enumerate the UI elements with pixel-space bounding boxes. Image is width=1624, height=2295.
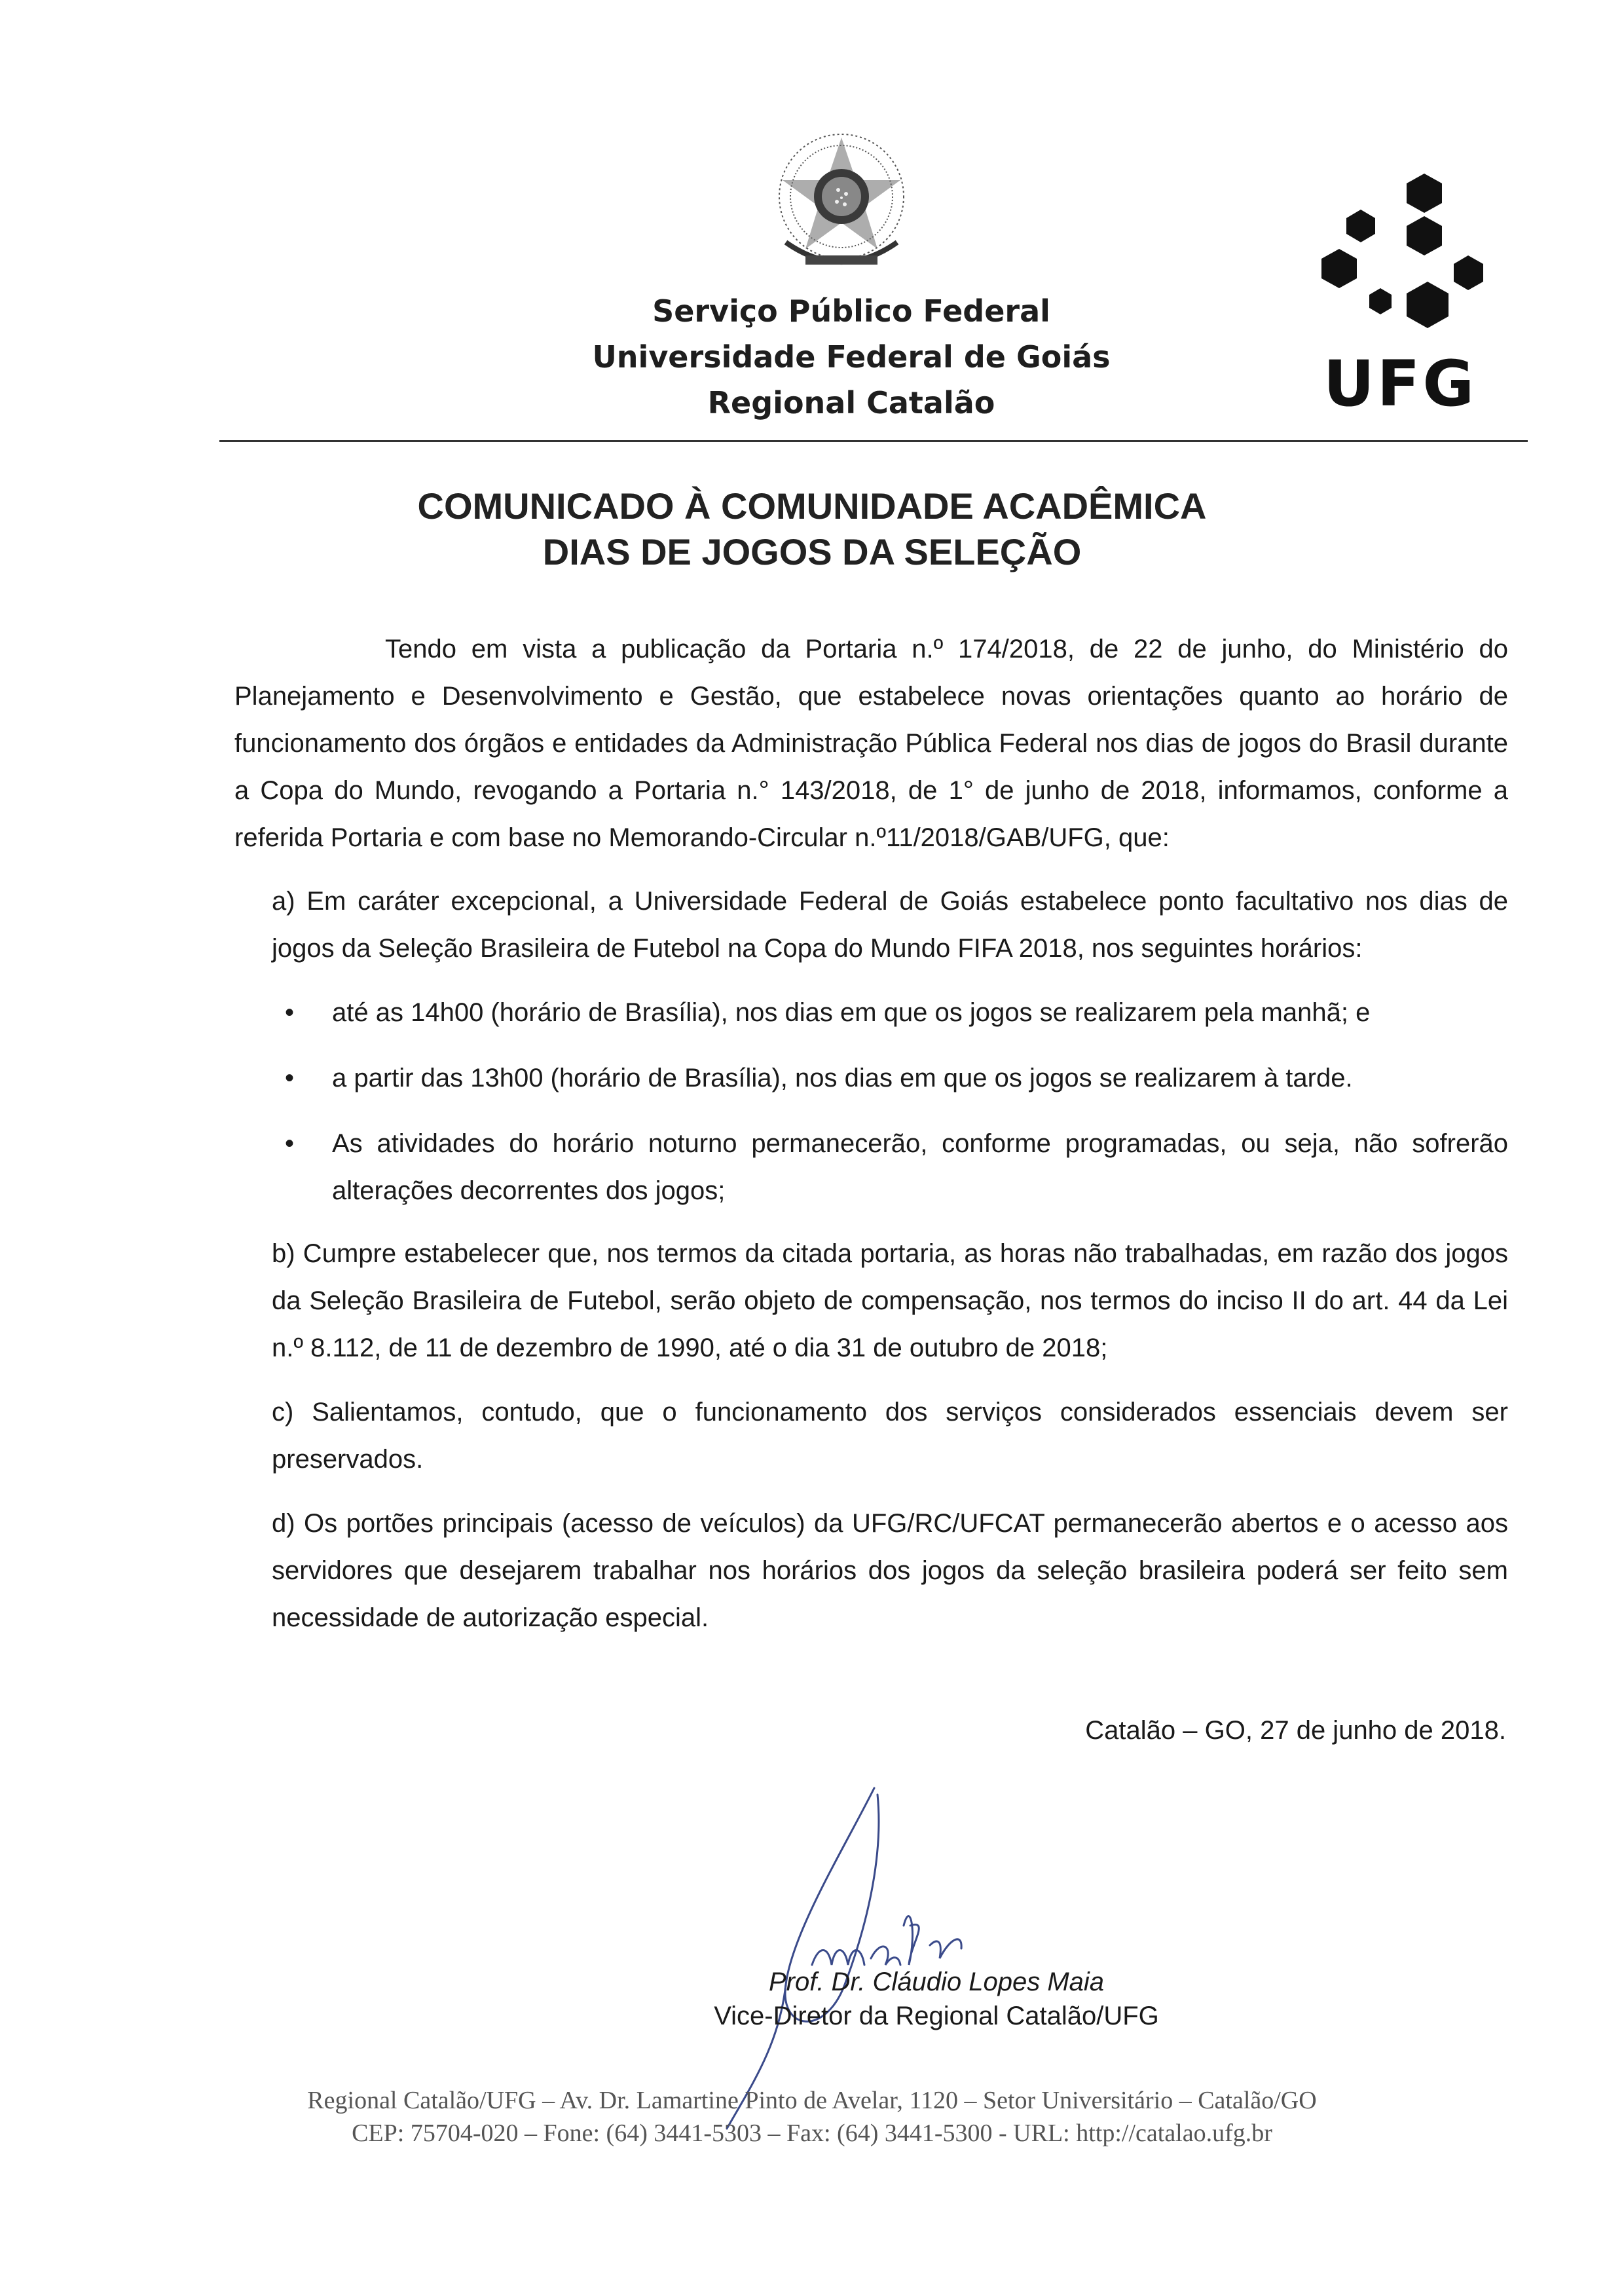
signer-role: Vice-Diretor da Regional Catalão/UFG [714,2002,1159,2030]
item-b-paragraph: b) Cumpre estabelecer que, nos termos da citada portaria, as horas não trabalhadas, em razão dos jogos da Seleção Brasileira de Futebol, serão objeto de compensação, nos termos do inciso II do art. 44 da Lei n.º 8.112, de 11 de dezembro de 1990, até o dia 31 de outubro de 2018; [272,1239,1508,1362]
document-title [262,483,1362,575]
footer-line-address: Regional Catalão/UFG – Av. Dr. Lamartine Pinto de Avelar, 1120 – Setor Universitário – Catalão/GO [307,2087,1317,2114]
item-c-paragraph: c) Salientamos, contudo, que o funcionamento dos serviços considerados essenciais devem ser preservados. [272,1398,1508,1474]
bullet-dot: • [285,1064,295,1092]
institution-header [524,288,1179,426]
header-divider [219,440,1528,442]
title-line-2: DIAS DE JOGOS DA SELEÇÃO [542,531,1082,572]
item-d-paragraph: d) Os portões principais (acesso de veículos) da UFG/RC/UFCAT permanecerão abertos e o acesso aos servidores que desejarem trabalhar nos horários dos jogos da seleção brasileira poderá ser feito sem necessidade de autorização especial. [272,1509,1508,1632]
bullet-text: As atividades do horário noturno permanecerão, conforme programadas, ou seja, não sofrerão alterações decorrentes dos jogos; [332,1129,1508,1205]
item-a-paragraph: a) Em caráter excepcional, a Universidade Federal de Goiás estabelece ponto facultativo nos dias de jogos da Seleção Brasileira de Futebol na Copa do Mundo FIFA 2018, nos seguintes horários: [272,887,1508,963]
intro-paragraph: Tendo em vista a publicação da Portaria n.º 174/2018, de 22 de junho, do Ministério do Planejamento e Desenvolvimento e Gestão, que estabelece novas orientações quanto ao horário de funcionamento dos órgãos e entidades da Administração Pública Federal nos dias de jogos do Brasil durante a Copa do Mundo, revogando a Portaria n.° 143/2018, de 1° de junho de 2018, informamos, conforme a referida Portaria e com base no Memorando-Circular n.º11/2018/GAB/UFG, que: [234,635,1508,852]
coat-of-arms-icon [760,124,923,288]
footer-line-contact: CEP: 75704-020 – Fone: (64) 3441-5303 – Fax: (64) 3441-5300 - URL: http://catalao.ufg.br [352,2119,1272,2147]
header-line-university: Universidade Federal de Goiás [592,339,1111,375]
document-date: Catalão – GO, 27 de junho de 2018. [1085,1716,1506,1745]
ufg-logo-text: UFG [1323,347,1477,420]
bullet-text: até as 14h00 (horário de Brasília), nos dias em que os jogos se realizarem pela manhã; e [332,998,1371,1027]
header-line-regional: Regional Catalão [707,385,995,420]
signer-name: Prof. Dr. Cláudio Lopes Maia [768,1968,1105,1996]
header-line-service: Serviço Público Federal [652,293,1050,329]
signer-block [511,1965,1362,2033]
footer-address [196,2084,1428,2150]
title-line-1: COMUNICADO À COMUNIDADE ACADÊMICA [417,485,1207,527]
bullet-dot: • [285,1129,295,1158]
handwritten-signature [714,1768,1041,2135]
bullet-dot: • [285,998,295,1027]
bullet-text: a partir das 13h00 (horário de Brasília), nos dias em que os jogos se realizarem à tarde. [332,1064,1353,1092]
